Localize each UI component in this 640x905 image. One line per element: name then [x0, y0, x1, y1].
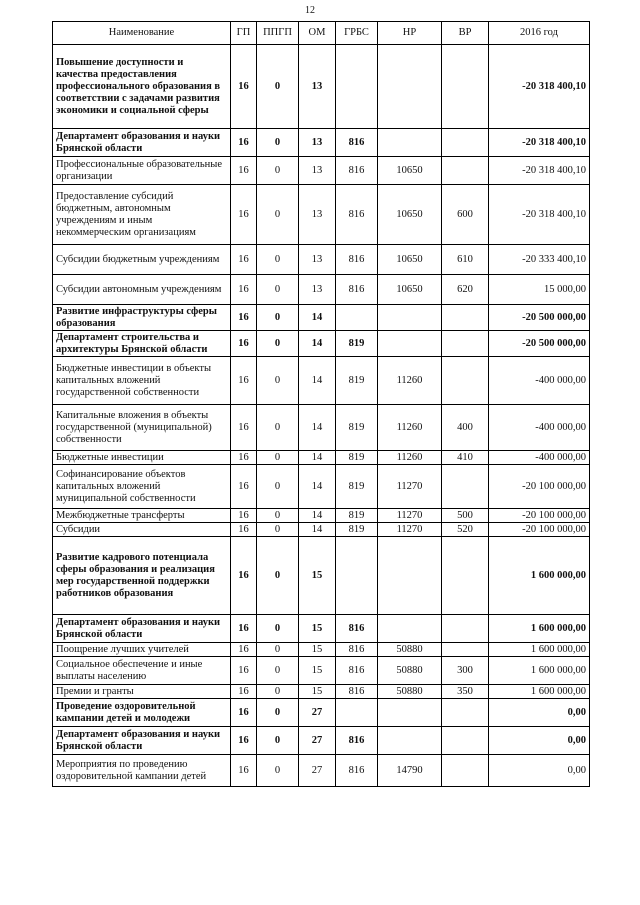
column-header-om: ОМ: [299, 22, 336, 45]
cell-ppgp: 0: [257, 245, 299, 275]
cell-amount: 0,00: [489, 727, 590, 755]
column-header-name: Наименование: [53, 22, 231, 45]
table-row: [53, 615, 590, 643]
cell-gp: 16: [231, 275, 257, 305]
cell-om: 15: [299, 657, 336, 685]
cell-ppgp: 0: [257, 185, 299, 245]
cell-grbs: [336, 305, 378, 331]
cell-name: Премии и гранты: [53, 685, 231, 699]
cell-vr: [442, 129, 489, 157]
table-row: [53, 275, 590, 305]
cell-nr: 10650: [378, 275, 442, 305]
page-number: 12: [305, 5, 315, 16]
cell-amount: -20 100 000,00: [489, 465, 590, 509]
cell-gp: 16: [231, 357, 257, 405]
cell-ppgp: 0: [257, 643, 299, 657]
table-row: [53, 755, 590, 787]
cell-gp: 16: [231, 129, 257, 157]
cell-name: Софинансирование объектов капитальных вложений муниципальной собственности: [53, 465, 231, 509]
cell-om: 14: [299, 509, 336, 523]
table-row: [53, 129, 590, 157]
cell-om: 15: [299, 615, 336, 643]
cell-ppgp: 0: [257, 657, 299, 685]
cell-grbs: 816: [336, 615, 378, 643]
cell-vr: [442, 537, 489, 615]
table-row: [53, 523, 590, 537]
cell-gp: 16: [231, 643, 257, 657]
cell-vr: [442, 357, 489, 405]
cell-om: 14: [299, 331, 336, 357]
cell-nr: 11260: [378, 357, 442, 405]
table-row: [53, 699, 590, 727]
table-row: [53, 465, 590, 509]
cell-name: Мероприятия по проведению оздоровительной кампании детей: [53, 755, 231, 787]
cell-om: 13: [299, 185, 336, 245]
column-header-nr: НР: [378, 22, 442, 45]
cell-om: 14: [299, 305, 336, 331]
cell-nr: [378, 305, 442, 331]
cell-om: 15: [299, 643, 336, 657]
cell-grbs: 816: [336, 643, 378, 657]
cell-vr: 350: [442, 685, 489, 699]
cell-vr: [442, 643, 489, 657]
cell-gp: 16: [231, 45, 257, 129]
cell-vr: 410: [442, 451, 489, 465]
table-header-row: [53, 22, 590, 45]
cell-grbs: 819: [336, 523, 378, 537]
cell-ppgp: 0: [257, 45, 299, 129]
table-row: [53, 245, 590, 275]
cell-name: Капитальные вложения в объекты государственной (муниципальной) собственности: [53, 405, 231, 451]
cell-ppgp: 0: [257, 685, 299, 699]
cell-gp: 16: [231, 465, 257, 509]
cell-ppgp: 0: [257, 157, 299, 185]
cell-nr: 10650: [378, 185, 442, 245]
cell-name: Предоставление субсидий бюджетным, автономным учреждениям и иным некоммерческим организациям: [53, 185, 231, 245]
cell-nr: 14790: [378, 755, 442, 787]
cell-gp: 16: [231, 615, 257, 643]
cell-name: Департамент образования и науки Брянской области: [53, 129, 231, 157]
cell-nr: 50880: [378, 643, 442, 657]
cell-name: Субсидии: [53, 523, 231, 537]
cell-nr: 11270: [378, 509, 442, 523]
cell-gp: 16: [231, 157, 257, 185]
cell-gp: 16: [231, 331, 257, 357]
cell-vr: [442, 305, 489, 331]
cell-ppgp: 0: [257, 451, 299, 465]
cell-nr: [378, 537, 442, 615]
cell-grbs: 816: [336, 157, 378, 185]
cell-name: Поощрение лучших учителей: [53, 643, 231, 657]
cell-gp: 16: [231, 509, 257, 523]
cell-nr: [378, 129, 442, 157]
table-row: [53, 509, 590, 523]
cell-gp: 16: [231, 537, 257, 615]
cell-nr: 11260: [378, 451, 442, 465]
cell-ppgp: 0: [257, 699, 299, 727]
table-row: [53, 657, 590, 685]
cell-amount: -20 500 000,00: [489, 331, 590, 357]
cell-om: 14: [299, 357, 336, 405]
cell-name: Департамент образования и науки Брянской области: [53, 727, 231, 755]
cell-om: 14: [299, 405, 336, 451]
cell-grbs: 819: [336, 405, 378, 451]
cell-om: 13: [299, 129, 336, 157]
cell-amount: -20 318 400,10: [489, 129, 590, 157]
cell-amount: 1 600 000,00: [489, 537, 590, 615]
cell-nr: [378, 615, 442, 643]
cell-om: 14: [299, 451, 336, 465]
table-row: [53, 157, 590, 185]
cell-nr: 11270: [378, 465, 442, 509]
table-row: [53, 305, 590, 331]
cell-amount: 1 600 000,00: [489, 643, 590, 657]
cell-gp: 16: [231, 185, 257, 245]
cell-amount: -20 100 000,00: [489, 509, 590, 523]
cell-name: Социальное обеспечение и иные выплаты населению: [53, 657, 231, 685]
table-row: [53, 451, 590, 465]
cell-amount: -400 000,00: [489, 357, 590, 405]
cell-gp: 16: [231, 755, 257, 787]
cell-nr: [378, 331, 442, 357]
cell-grbs: [336, 537, 378, 615]
cell-vr: 400: [442, 405, 489, 451]
cell-om: 13: [299, 45, 336, 129]
cell-gp: 16: [231, 305, 257, 331]
cell-grbs: 816: [336, 185, 378, 245]
table-row: [53, 727, 590, 755]
table-row: [53, 405, 590, 451]
cell-nr: 50880: [378, 685, 442, 699]
cell-gp: 16: [231, 451, 257, 465]
cell-amount: 0,00: [489, 699, 590, 727]
cell-om: 27: [299, 727, 336, 755]
table-row: [53, 331, 590, 357]
cell-nr: 50880: [378, 657, 442, 685]
column-header-vr: ВР: [442, 22, 489, 45]
cell-grbs: 816: [336, 657, 378, 685]
cell-ppgp: 0: [257, 727, 299, 755]
cell-ppgp: 0: [257, 129, 299, 157]
cell-amount: 0,00: [489, 755, 590, 787]
cell-grbs: 819: [336, 465, 378, 509]
table-row: [53, 185, 590, 245]
cell-grbs: [336, 45, 378, 129]
cell-vr: 500: [442, 509, 489, 523]
cell-grbs: 816: [336, 245, 378, 275]
cell-vr: [442, 157, 489, 185]
cell-nr: [378, 45, 442, 129]
cell-gp: 16: [231, 657, 257, 685]
cell-amount: -20 100 000,00: [489, 523, 590, 537]
cell-ppgp: 0: [257, 615, 299, 643]
cell-grbs: 819: [336, 509, 378, 523]
column-header-ppgp: ППГП: [257, 22, 299, 45]
cell-ppgp: 0: [257, 405, 299, 451]
cell-name: Развитие инфраструктуры сферы образования: [53, 305, 231, 331]
table-row: [53, 45, 590, 129]
cell-name: Субсидии бюджетным учреждениям: [53, 245, 231, 275]
cell-nr: 11270: [378, 523, 442, 537]
table-row: [53, 685, 590, 699]
cell-amount: -400 000,00: [489, 405, 590, 451]
cell-amount: -400 000,00: [489, 451, 590, 465]
cell-om: 27: [299, 699, 336, 727]
cell-grbs: 816: [336, 685, 378, 699]
table-body: [53, 45, 590, 787]
cell-gp: 16: [231, 405, 257, 451]
cell-vr: [442, 331, 489, 357]
cell-gp: 16: [231, 727, 257, 755]
cell-nr: 10650: [378, 245, 442, 275]
cell-ppgp: 0: [257, 331, 299, 357]
cell-grbs: 819: [336, 331, 378, 357]
cell-name: Межбюджетные трансферты: [53, 509, 231, 523]
cell-om: 15: [299, 685, 336, 699]
column-header-gp: ГП: [231, 22, 257, 45]
cell-om: 14: [299, 465, 336, 509]
cell-amount: -20 318 400,10: [489, 157, 590, 185]
cell-grbs: 816: [336, 727, 378, 755]
cell-grbs: 816: [336, 275, 378, 305]
cell-amount: -20 318 400,10: [489, 45, 590, 129]
cell-amount: 1 600 000,00: [489, 657, 590, 685]
cell-ppgp: 0: [257, 465, 299, 509]
cell-ppgp: 0: [257, 537, 299, 615]
cell-ppgp: 0: [257, 357, 299, 405]
cell-name: Бюджетные инвестиции в объекты капитальных вложений государственной собственности: [53, 357, 231, 405]
cell-name: Субсидии автономным учреждениям: [53, 275, 231, 305]
cell-vr: 610: [442, 245, 489, 275]
cell-vr: 620: [442, 275, 489, 305]
cell-om: 13: [299, 157, 336, 185]
cell-vr: [442, 699, 489, 727]
cell-name: Бюджетные инвестиции: [53, 451, 231, 465]
cell-vr: [442, 755, 489, 787]
table-row: [53, 643, 590, 657]
cell-amount: -20 500 000,00: [489, 305, 590, 331]
cell-amount: 15 000,00: [489, 275, 590, 305]
cell-amount: 1 600 000,00: [489, 615, 590, 643]
column-header-grbs: ГРБС: [336, 22, 378, 45]
cell-vr: 600: [442, 185, 489, 245]
cell-vr: [442, 727, 489, 755]
cell-gp: 16: [231, 685, 257, 699]
cell-gp: 16: [231, 245, 257, 275]
cell-grbs: 819: [336, 357, 378, 405]
cell-om: 13: [299, 275, 336, 305]
cell-om: 27: [299, 755, 336, 787]
cell-om: 13: [299, 245, 336, 275]
cell-grbs: 816: [336, 129, 378, 157]
cell-amount: -20 333 400,10: [489, 245, 590, 275]
cell-name: Профессиональные образовательные организации: [53, 157, 231, 185]
cell-name: Проведение оздоровительной кампании детей и молодежи: [53, 699, 231, 727]
cell-grbs: [336, 699, 378, 727]
table-row: [53, 357, 590, 405]
cell-vr: 520: [442, 523, 489, 537]
table-row: [53, 537, 590, 615]
cell-om: 14: [299, 523, 336, 537]
cell-nr: [378, 699, 442, 727]
cell-amount: -20 318 400,10: [489, 185, 590, 245]
cell-ppgp: 0: [257, 523, 299, 537]
cell-name: Департамент строительства и архитектуры Брянской области: [53, 331, 231, 357]
cell-nr: [378, 727, 442, 755]
cell-ppgp: 0: [257, 509, 299, 523]
cell-amount: 1 600 000,00: [489, 685, 590, 699]
cell-name: Развитие кадрового потенциала сферы образования и реализация мер государственной поддержки работников образования: [53, 537, 231, 615]
cell-om: 15: [299, 537, 336, 615]
cell-nr: 10650: [378, 157, 442, 185]
cell-vr: [442, 615, 489, 643]
budget-table: [52, 21, 590, 787]
cell-ppgp: 0: [257, 275, 299, 305]
cell-ppgp: 0: [257, 755, 299, 787]
column-header-year: 2016 год: [489, 22, 590, 45]
cell-gp: 16: [231, 699, 257, 727]
cell-vr: [442, 465, 489, 509]
cell-grbs: 819: [336, 451, 378, 465]
cell-vr: [442, 45, 489, 129]
cell-ppgp: 0: [257, 305, 299, 331]
cell-name: Департамент образования и науки Брянской области: [53, 615, 231, 643]
cell-grbs: 816: [336, 755, 378, 787]
cell-vr: 300: [442, 657, 489, 685]
cell-gp: 16: [231, 523, 257, 537]
cell-nr: 11260: [378, 405, 442, 451]
cell-name: Повышение доступности и качества предоставления профессионального образования в соответствии с задачами развития экономики и социальной сферы: [53, 45, 231, 129]
